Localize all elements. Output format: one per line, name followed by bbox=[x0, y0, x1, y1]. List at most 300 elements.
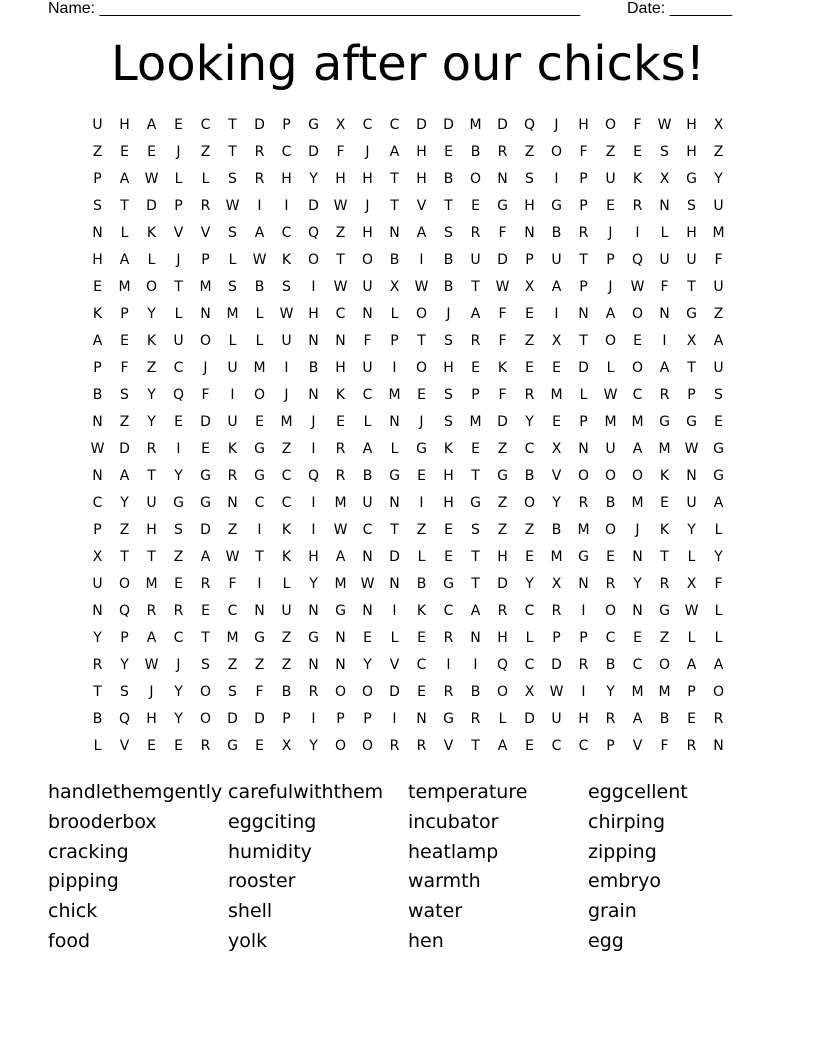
grid-letter: O bbox=[361, 738, 374, 754]
grid-letter: L bbox=[579, 387, 588, 403]
grid-letter: I bbox=[257, 576, 262, 592]
word-list-item: eggciting bbox=[228, 810, 317, 833]
grid-letter: U bbox=[713, 360, 724, 376]
grid-letter: C bbox=[227, 603, 238, 619]
grid-letter: E bbox=[687, 711, 696, 727]
page-title: Looking after our chicks! bbox=[110, 36, 706, 92]
grid-letter: E bbox=[606, 198, 615, 214]
grid-letter: I bbox=[311, 441, 316, 457]
grid-letter: X bbox=[713, 117, 724, 133]
grid-letter: Z bbox=[254, 657, 265, 673]
grid-letter: S bbox=[525, 171, 534, 187]
grid-letter: L bbox=[390, 630, 399, 646]
word-list-item: food bbox=[48, 929, 90, 952]
grid-letter: N bbox=[362, 306, 373, 322]
grid-letter: E bbox=[174, 576, 183, 592]
grid-letter: L bbox=[390, 306, 399, 322]
grid-letter: W bbox=[90, 441, 105, 457]
grid-letter: R bbox=[416, 738, 427, 754]
word-list-item: rooster bbox=[228, 870, 296, 893]
grid-letter: N bbox=[92, 414, 103, 430]
grid-letter: P bbox=[282, 711, 291, 727]
grid-letter: C bbox=[362, 387, 373, 403]
grid-letter: U bbox=[470, 252, 481, 268]
grid-letter: N bbox=[416, 711, 427, 727]
grid-letter: X bbox=[335, 117, 346, 133]
grid-letter: T bbox=[390, 522, 399, 538]
grid-letter: O bbox=[712, 684, 725, 700]
grid-letter: U bbox=[146, 495, 157, 511]
grid-letter: E bbox=[444, 144, 453, 160]
grid-letter: D bbox=[443, 117, 454, 133]
grid-letter: T bbox=[120, 549, 129, 565]
grid-letter: F bbox=[336, 144, 345, 160]
grid-letter: L bbox=[228, 333, 237, 349]
grid-letter: I bbox=[311, 711, 316, 727]
grid-letter: E bbox=[201, 441, 210, 457]
grid-letter: R bbox=[524, 387, 535, 403]
grid-letter: H bbox=[281, 171, 292, 187]
grid-letter: B bbox=[443, 171, 454, 187]
grid-letter: L bbox=[687, 630, 696, 646]
grid-letter: O bbox=[361, 684, 374, 700]
word-list bbox=[48, 778, 768, 957]
grid-letter: T bbox=[336, 252, 345, 268]
grid-letter: Z bbox=[335, 225, 346, 241]
grid-letter: T bbox=[417, 333, 426, 349]
grid-letter: Z bbox=[659, 630, 670, 646]
grid-letter: C bbox=[605, 630, 616, 646]
grid-letter: E bbox=[120, 333, 129, 349]
grid-letter: M bbox=[388, 387, 401, 403]
grid-letter: W bbox=[225, 549, 240, 565]
grid-letter: B bbox=[605, 657, 616, 673]
grid-letter: H bbox=[497, 630, 508, 646]
grid-letter: E bbox=[201, 603, 210, 619]
grid-letter: U bbox=[92, 576, 103, 592]
grid-letter: F bbox=[498, 333, 507, 349]
grid-letter: T bbox=[471, 549, 480, 565]
grid-letter: E bbox=[417, 387, 426, 403]
grid-letter: P bbox=[93, 360, 102, 376]
grid-letter: G bbox=[200, 468, 211, 484]
word-list-item: eggcellent bbox=[588, 781, 688, 803]
grid-letter: U bbox=[92, 117, 103, 133]
grid-letter: Z bbox=[416, 522, 427, 538]
grid-letter: N bbox=[362, 603, 373, 619]
grid-letter: A bbox=[416, 225, 427, 241]
grid-letter: C bbox=[200, 117, 211, 133]
grid-letter: G bbox=[497, 468, 508, 484]
grid-letter: P bbox=[93, 171, 102, 187]
grid-letter: K bbox=[416, 603, 427, 619]
grid-letter: B bbox=[443, 252, 454, 268]
grid-letter: A bbox=[713, 657, 724, 673]
grid-letter: T bbox=[228, 117, 237, 133]
grid-letter: O bbox=[253, 387, 266, 403]
grid-letter: F bbox=[660, 279, 669, 295]
grid-letter: C bbox=[524, 603, 535, 619]
grid-letter: T bbox=[93, 684, 102, 700]
word-list-item: cracking bbox=[48, 840, 129, 863]
grid-letter: M bbox=[469, 414, 482, 430]
grid-letter: Z bbox=[119, 522, 130, 538]
grid-letter: G bbox=[254, 630, 265, 646]
word-list-item: brooderbox bbox=[48, 810, 157, 833]
grid-letter: M bbox=[631, 684, 644, 700]
grid-letter: H bbox=[362, 171, 373, 187]
grid-letter: B bbox=[92, 387, 103, 403]
grid-letter: A bbox=[497, 738, 508, 754]
grid-letter: U bbox=[686, 495, 697, 511]
grid-letter: E bbox=[174, 414, 183, 430]
grid-letter: B bbox=[551, 522, 562, 538]
word-list-item: humidity bbox=[228, 840, 312, 863]
grid-letter: Z bbox=[200, 144, 211, 160]
grid-letter: N bbox=[308, 387, 319, 403]
grid-letter: Y bbox=[363, 657, 372, 673]
grid-letter: Y bbox=[309, 738, 318, 754]
grid-letter: Q bbox=[307, 225, 320, 241]
grid-letter: G bbox=[335, 603, 346, 619]
grid-letter: A bbox=[335, 549, 346, 565]
grid-letter: L bbox=[714, 630, 723, 646]
grid-letter: E bbox=[93, 279, 102, 295]
grid-letter: L bbox=[525, 630, 534, 646]
grid-letter: I bbox=[284, 360, 289, 376]
grid-letter: T bbox=[201, 630, 210, 646]
grid-letter: P bbox=[552, 630, 561, 646]
grid-letter: K bbox=[659, 468, 670, 484]
grid-letter: R bbox=[632, 198, 643, 214]
grid-letter: R bbox=[713, 711, 724, 727]
grid-letter: Z bbox=[281, 441, 292, 457]
grid-letter: R bbox=[335, 441, 346, 457]
word-list-item: heatlamp bbox=[408, 840, 499, 863]
grid-letter: G bbox=[308, 117, 319, 133]
grid-letter: R bbox=[470, 225, 481, 241]
grid-letter: A bbox=[254, 225, 265, 241]
grid-letter: N bbox=[632, 603, 643, 619]
grid-letter: R bbox=[659, 387, 670, 403]
grid-letter: N bbox=[470, 630, 481, 646]
grid-letter: A bbox=[119, 468, 130, 484]
grid-letter: R bbox=[605, 711, 616, 727]
word-list-item: warmth bbox=[408, 870, 481, 893]
grid-letter: Z bbox=[173, 549, 184, 565]
grid-letter: I bbox=[257, 522, 262, 538]
grid-letter: Z bbox=[119, 414, 130, 430]
grid-letter: H bbox=[416, 144, 427, 160]
grid-letter: G bbox=[254, 468, 265, 484]
grid-letter: S bbox=[174, 522, 183, 538]
grid-letter: P bbox=[687, 684, 696, 700]
grid-letter: U bbox=[281, 333, 292, 349]
grid-letter: P bbox=[174, 198, 183, 214]
grid-letter: N bbox=[389, 576, 400, 592]
grid-letter: R bbox=[578, 657, 589, 673]
grid-letter: A bbox=[146, 117, 157, 133]
grid-letter: D bbox=[146, 198, 157, 214]
grid-letter: Z bbox=[227, 657, 238, 673]
grid-letter: T bbox=[471, 576, 480, 592]
grid-letter: S bbox=[444, 333, 453, 349]
grid-letter: P bbox=[120, 630, 129, 646]
grid-letter: C bbox=[281, 468, 292, 484]
grid-letter: A bbox=[119, 171, 130, 187]
grid-letter: B bbox=[470, 684, 481, 700]
grid-letter: G bbox=[659, 603, 670, 619]
grid-letter: P bbox=[390, 333, 399, 349]
grid-letter: A bbox=[146, 630, 157, 646]
grid-letter: C bbox=[281, 495, 292, 511]
grid-letter: U bbox=[227, 360, 238, 376]
grid-letter: J bbox=[176, 144, 181, 160]
grid-letter: C bbox=[632, 657, 643, 673]
grid-letter: L bbox=[255, 333, 264, 349]
header-line bbox=[48, 0, 748, 20]
grid-letter: K bbox=[632, 171, 643, 187]
grid-letter: T bbox=[174, 279, 183, 295]
grid-letter: F bbox=[660, 738, 669, 754]
grid-letter: D bbox=[119, 441, 130, 457]
grid-letter: R bbox=[173, 603, 184, 619]
grid-letter: Z bbox=[713, 306, 724, 322]
grid-letter: T bbox=[255, 549, 264, 565]
grid-letter: O bbox=[523, 495, 536, 511]
grid-letter: A bbox=[686, 657, 697, 673]
grid-letter: V bbox=[200, 225, 211, 241]
word-list-item: zipping bbox=[588, 840, 657, 863]
grid-letter: L bbox=[498, 711, 507, 727]
grid-letter: H bbox=[686, 117, 697, 133]
grid-letter: C bbox=[551, 738, 562, 754]
grid-letter: G bbox=[713, 468, 724, 484]
grid-letter: G bbox=[308, 630, 319, 646]
grid-letter: I bbox=[230, 387, 235, 403]
grid-letter: T bbox=[471, 468, 480, 484]
grid-letter: L bbox=[228, 252, 237, 268]
grid-letter: N bbox=[686, 468, 697, 484]
grid-letter: E bbox=[444, 522, 453, 538]
grid-letter: S bbox=[93, 198, 102, 214]
grid-letter: S bbox=[228, 279, 237, 295]
grid-letter: S bbox=[444, 414, 453, 430]
grid-letter: B bbox=[551, 225, 562, 241]
grid-letter: M bbox=[604, 414, 617, 430]
grid-letter: F bbox=[579, 144, 588, 160]
grid-letter: Z bbox=[524, 522, 535, 538]
grid-letter: L bbox=[606, 360, 615, 376]
grid-letter: I bbox=[419, 495, 424, 511]
grid-letter: E bbox=[417, 630, 426, 646]
grid-letter: H bbox=[308, 549, 319, 565]
grid-letter: T bbox=[228, 144, 237, 160]
grid-letter: X bbox=[551, 441, 562, 457]
grid-letter: I bbox=[581, 603, 586, 619]
grid-letter: G bbox=[713, 441, 724, 457]
grid-letter: A bbox=[362, 441, 373, 457]
grid-letter: G bbox=[470, 495, 481, 511]
grid-letter: T bbox=[120, 198, 129, 214]
grid-letter: I bbox=[554, 171, 559, 187]
grid-letter: X bbox=[686, 333, 697, 349]
grid-letter: I bbox=[662, 333, 667, 349]
grid-letter: U bbox=[686, 252, 697, 268]
word-list-item: chirping bbox=[588, 810, 666, 833]
grid-letter: M bbox=[253, 360, 266, 376]
grid-letter: T bbox=[471, 279, 480, 295]
word-list-item: yolk bbox=[228, 929, 268, 952]
grid-letter: P bbox=[363, 711, 372, 727]
word-list-item: incubator bbox=[408, 810, 499, 833]
grid-letter: Y bbox=[174, 684, 183, 700]
grid-letter: O bbox=[334, 684, 347, 700]
grid-letter: N bbox=[308, 333, 319, 349]
grid-letter: D bbox=[497, 117, 508, 133]
grid-letter: A bbox=[200, 549, 211, 565]
grid-letter: U bbox=[713, 198, 724, 214]
grid-letter: O bbox=[334, 738, 347, 754]
grid-letter: M bbox=[199, 279, 212, 295]
grid-letter: A bbox=[470, 603, 481, 619]
grid-letter: Z bbox=[713, 144, 724, 160]
grid-letter: J bbox=[365, 144, 370, 160]
grid-letter: D bbox=[389, 684, 400, 700]
grid-letter: G bbox=[551, 198, 562, 214]
grid-letter: B bbox=[308, 360, 319, 376]
grid-letter: J bbox=[419, 414, 424, 430]
grid-letter: N bbox=[632, 549, 643, 565]
grid-letter: G bbox=[686, 306, 697, 322]
grid-letter: I bbox=[284, 198, 289, 214]
grid-letter: N bbox=[335, 333, 346, 349]
grid-letter: E bbox=[525, 549, 534, 565]
grid-letter: Y bbox=[120, 495, 129, 511]
grid-letter: F bbox=[714, 576, 723, 592]
grid-letter: S bbox=[444, 225, 453, 241]
grid-letter: R bbox=[254, 144, 265, 160]
grid-letter: E bbox=[633, 630, 642, 646]
grid-letter: K bbox=[92, 306, 103, 322]
grid-letter: M bbox=[469, 117, 482, 133]
grid-letter: R bbox=[605, 576, 616, 592]
word-list-item: shell bbox=[228, 900, 273, 923]
grid-letter: J bbox=[608, 279, 613, 295]
grid-letter: Q bbox=[631, 252, 644, 268]
grid-letter: X bbox=[551, 576, 562, 592]
grid-letter: J bbox=[311, 414, 316, 430]
grid-letter: C bbox=[254, 495, 265, 511]
grid-letter: Y bbox=[633, 576, 642, 592]
grid-letter: R bbox=[470, 333, 481, 349]
grid-letter: P bbox=[201, 252, 210, 268]
grid-letter: U bbox=[362, 360, 373, 376]
grid-letter: Q bbox=[523, 117, 536, 133]
grid-letter: G bbox=[389, 468, 400, 484]
grid-letter: T bbox=[687, 279, 696, 295]
grid-letter: P bbox=[336, 711, 345, 727]
grid-letter: F bbox=[228, 576, 237, 592]
grid-letter: E bbox=[147, 144, 156, 160]
grid-letter: E bbox=[120, 144, 129, 160]
grid-letter: Y bbox=[525, 414, 534, 430]
grid-letter: X bbox=[92, 549, 103, 565]
grid-letter: Z bbox=[524, 144, 535, 160]
grid-letter: B bbox=[416, 576, 427, 592]
grid-letter: E bbox=[633, 333, 642, 349]
grid-letter: Y bbox=[174, 711, 183, 727]
grid-letter: B bbox=[281, 684, 292, 700]
grid-letter: W bbox=[495, 279, 510, 295]
word-list-item: chick bbox=[48, 900, 98, 923]
grid-letter: I bbox=[635, 225, 640, 241]
grid-letter: I bbox=[473, 657, 478, 673]
grid-letter: R bbox=[308, 684, 319, 700]
grid-letter: Z bbox=[146, 360, 157, 376]
grid-letter: C bbox=[362, 117, 373, 133]
grid-letter: W bbox=[333, 198, 348, 214]
grid-letter: D bbox=[308, 144, 319, 160]
grid-letter: Y bbox=[552, 495, 561, 511]
grid-letter: G bbox=[227, 738, 238, 754]
grid-letter: F bbox=[498, 306, 507, 322]
grid-letter: O bbox=[631, 306, 644, 322]
word-list-item: hen bbox=[408, 929, 444, 952]
grid-letter: R bbox=[254, 171, 265, 187]
grid-letter: O bbox=[550, 144, 563, 160]
grid-letter: E bbox=[255, 738, 264, 754]
grid-letter: P bbox=[93, 522, 102, 538]
grid-letter: O bbox=[361, 252, 374, 268]
grid-letter: E bbox=[471, 441, 480, 457]
grid-letter: D bbox=[200, 414, 211, 430]
grid-letter: I bbox=[446, 657, 451, 673]
grid-letter: Y bbox=[309, 576, 318, 592]
grid-letter: I bbox=[392, 360, 397, 376]
grid-letter: S bbox=[714, 387, 723, 403]
grid-letter: U bbox=[281, 603, 292, 619]
grid-letter: R bbox=[146, 441, 157, 457]
grid-letter: M bbox=[577, 522, 590, 538]
grid-letter: G bbox=[443, 711, 454, 727]
grid-letter: D bbox=[524, 711, 535, 727]
grid-letter: U bbox=[551, 711, 562, 727]
grid-letter: B bbox=[92, 711, 103, 727]
grid-letter: H bbox=[146, 711, 157, 727]
grid-letter: B bbox=[659, 711, 670, 727]
grid-letter: O bbox=[415, 306, 428, 322]
grid-letter: E bbox=[552, 414, 561, 430]
grid-letter: O bbox=[604, 522, 617, 538]
grid-letter: P bbox=[579, 198, 588, 214]
grid-letter: X bbox=[524, 279, 535, 295]
grid-letter: X bbox=[686, 576, 697, 592]
grid-letter: E bbox=[525, 738, 534, 754]
grid-letter: Q bbox=[172, 387, 185, 403]
grid-letter: E bbox=[525, 306, 534, 322]
grid-letter: E bbox=[606, 549, 615, 565]
grid-letter: O bbox=[145, 279, 158, 295]
grid-letter: A bbox=[119, 252, 130, 268]
grid-letter: A bbox=[713, 495, 724, 511]
grid-letter: O bbox=[469, 171, 482, 187]
grid-letter: P bbox=[120, 306, 129, 322]
grid-letter: R bbox=[335, 468, 346, 484]
grid-letter: J bbox=[284, 387, 289, 403]
grid-letter: I bbox=[392, 603, 397, 619]
grid-letter: J bbox=[635, 522, 640, 538]
